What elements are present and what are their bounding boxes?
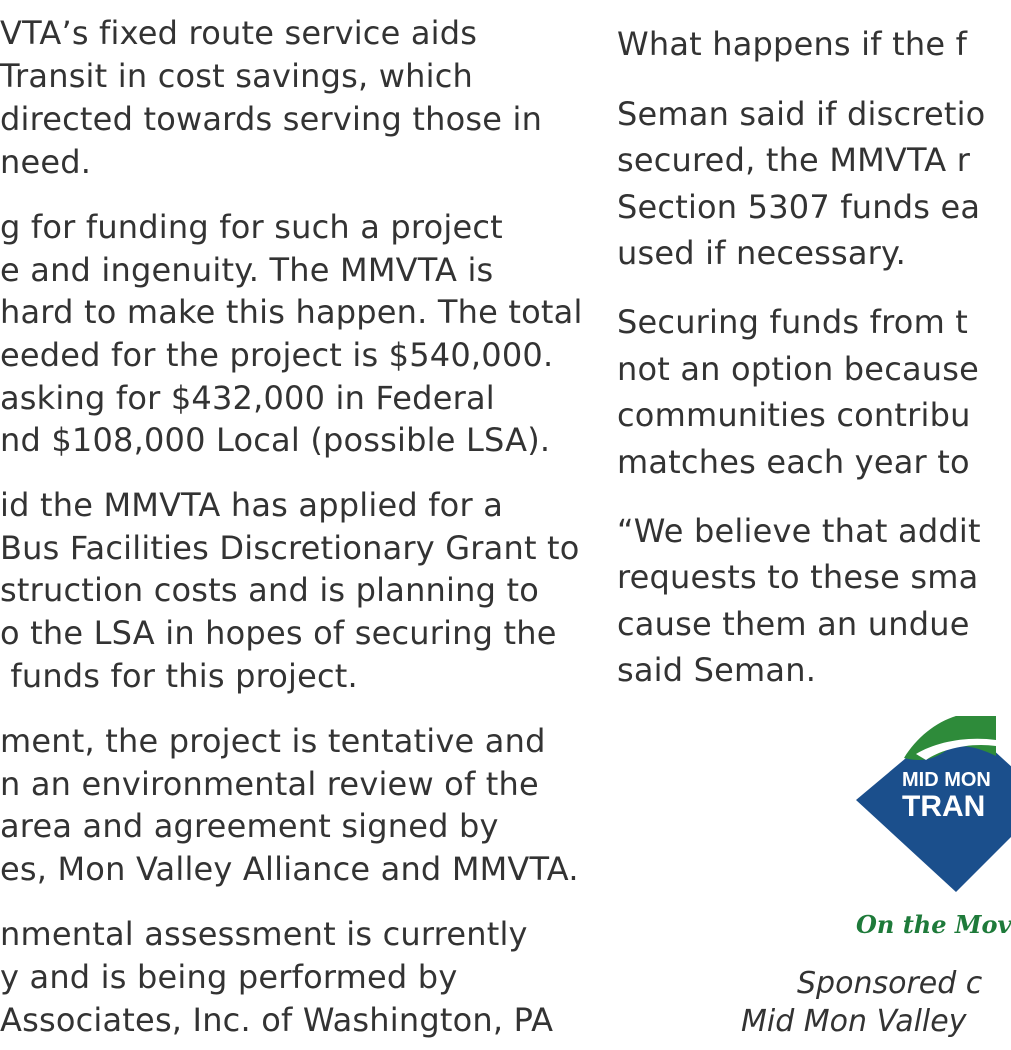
right-line-7: communities contribu [617, 396, 971, 434]
left-line-5: e and ingenuity. The MMVTA is [0, 251, 494, 289]
left-line-16: n an environmental review of the [0, 765, 539, 803]
right-line-8: matches each year to [617, 443, 970, 481]
left-line-6: hard to make this happen. The total [0, 293, 583, 331]
right-line-0: What happens if the f [617, 25, 968, 63]
left-line-3: need. [0, 143, 92, 181]
right-line-3: Section 5307 funds ea [617, 188, 981, 226]
left-line-18: es, Mon Valley Alliance and MMVTA. [0, 850, 579, 888]
left-line-14: funds for this project. [0, 657, 358, 695]
right-line-12: said Seman. [617, 651, 817, 689]
left-line-12: struction costs and is planning to [0, 571, 540, 609]
right-line-4: used if necessary. [617, 234, 906, 272]
left-line-10: id the MMVTA has applied for a [0, 486, 503, 524]
right-line-9: “We believe that addit [617, 512, 981, 550]
right-line-1: Seman said if discretio [617, 95, 986, 133]
left-line-20: y and is being performed by [0, 958, 458, 996]
right-line-2: secured, the MMVTA r [617, 141, 971, 179]
sponsor-credit-line2: Mid Mon Valley [741, 1004, 967, 1039]
sponsor-credit-line1: Sponsored c [797, 966, 983, 1001]
logo-text-line1: MID MON [902, 769, 991, 791]
right-line-11: cause them an undue [617, 605, 970, 643]
left-line-19: nmental assessment is currently [0, 915, 528, 953]
transit-logo [856, 708, 991, 908]
left-line-7: eeded for the project is $540,000. [0, 336, 554, 374]
left-line-4: g for funding for such a project [0, 208, 503, 246]
left-line-9: nd $108,000 Local (possible LSA). [0, 421, 551, 459]
right-line-10: requests to these sma [617, 558, 979, 596]
left-line-8: asking for $432,000 in Federal [0, 379, 495, 417]
left-line-0: VTA’s fixed route service aids [0, 14, 478, 52]
left-line-21: Associates, Inc. of Washington, PA [0, 1001, 554, 1039]
right-line-6: not an option because [617, 350, 980, 388]
left-line-15: ment, the project is tentative and [0, 722, 546, 760]
logo-text-line2: TRAN [902, 790, 986, 823]
left-line-17: area and agreement signed by [0, 807, 499, 845]
left-line-13: o the LSA in hopes of securing the [0, 614, 557, 652]
logo-tagline: On the Mov [856, 910, 1011, 939]
left-line-1: Transit in cost savings, which [0, 57, 474, 95]
right-line-5: Securing funds from t [617, 303, 969, 341]
logo-graphic [856, 708, 991, 908]
left-line-11: Bus Facilities Discretionary Grant to [0, 529, 580, 567]
left-line-2: directed towards serving those in [0, 100, 543, 138]
